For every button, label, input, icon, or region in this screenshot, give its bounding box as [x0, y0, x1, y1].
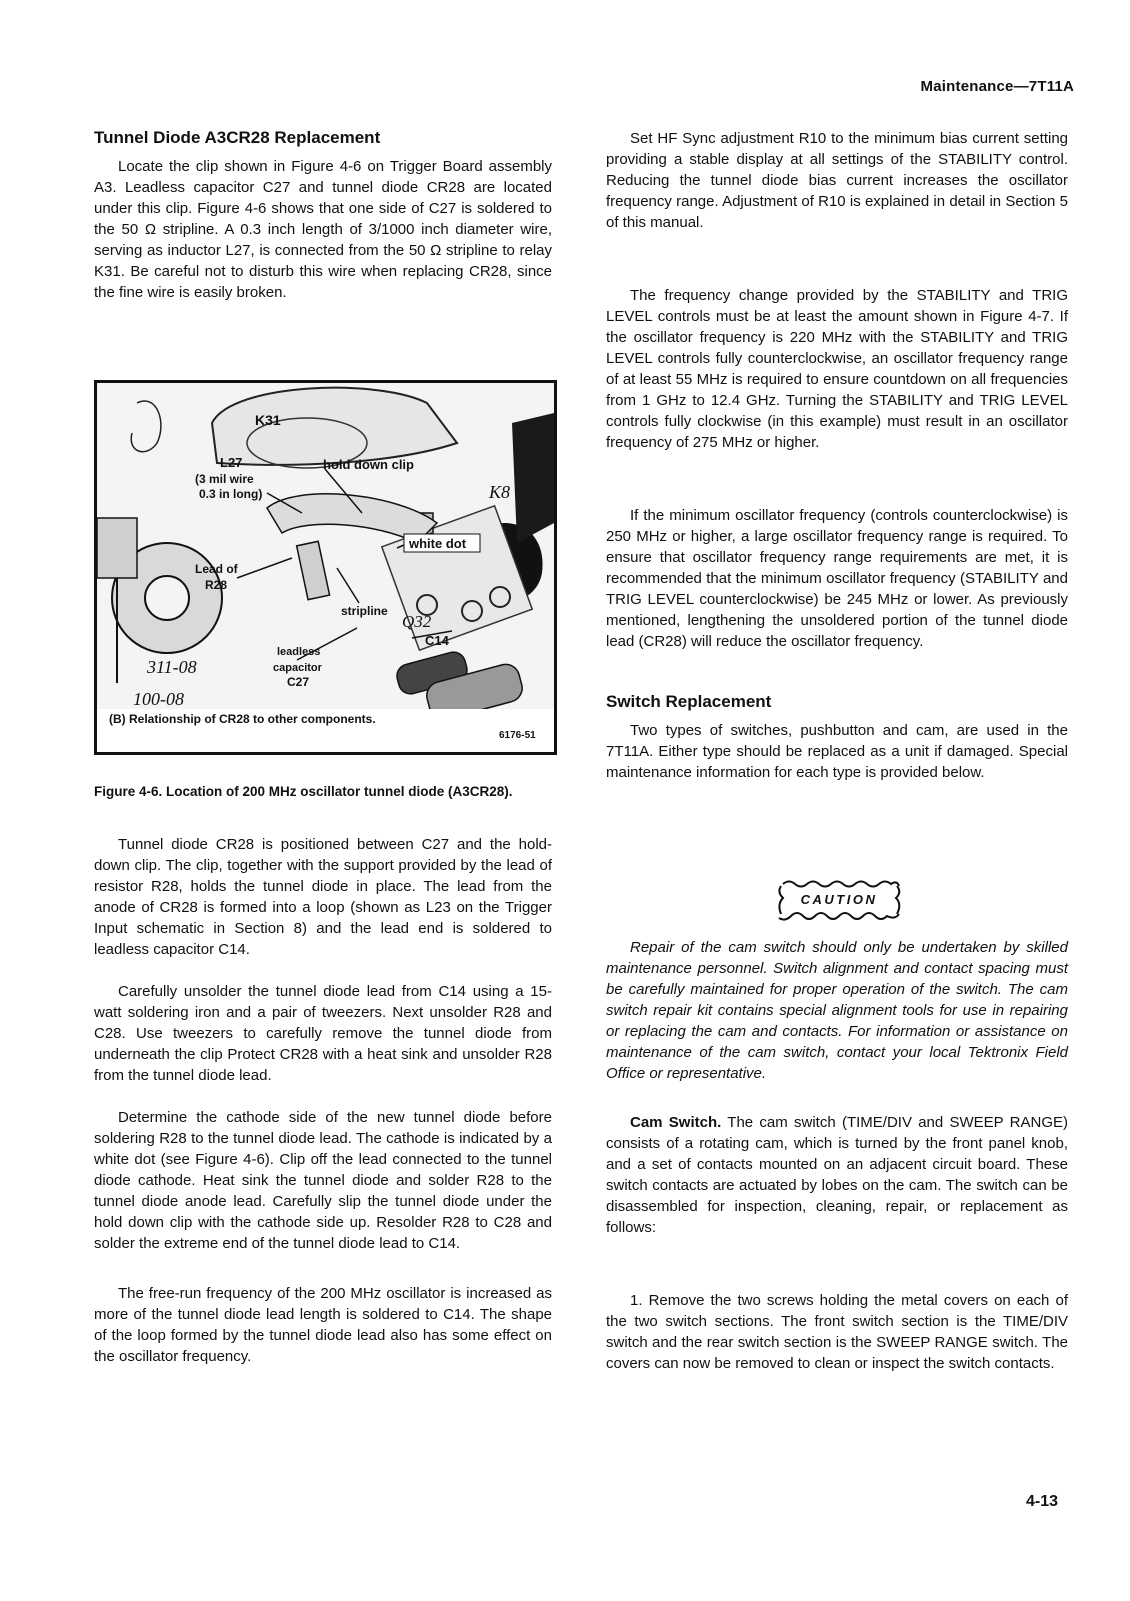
label-c14: C14 [425, 633, 449, 648]
label-leadless: leadless [277, 646, 321, 658]
figure-subcaption: (B) Relationship of CR28 to other components. [109, 712, 376, 726]
paragraph: The free-run frequency of the 200 MHz oscillator is increased as more of the tunnel diode lead length is soldered to C14. The shape of the loop formed by the tunnel diode lead also has some effect on the oscillator frequency. [94, 1285, 552, 1365]
figure-4-6 [94, 380, 557, 755]
right-column-lower [606, 937, 1068, 1374]
component-photo-illustration [97, 383, 554, 752]
left-column [94, 128, 552, 303]
caution-badge [775, 878, 903, 922]
paragraph: Two types of switches, pushbutton and cam, are used in the 7T11A. Either type should be replaced as a unit if damaged. Special maintenance information for each type is provided below. [606, 722, 1068, 781]
label-l27-length: 0.3 in long) [199, 487, 263, 501]
figure-code: 6176-51 [499, 730, 536, 741]
section-heading-tunnel-diode: Tunnel Diode A3CR28 Replacement [94, 128, 381, 147]
cam-switch-runin: Cam Switch. [630, 1114, 722, 1131]
page-number: 4-13 [1025, 1493, 1058, 1510]
paragraph: Set HF Sync adjustment R10 to the minimum bias current setting providing a stable display at all settings of the STABILITY control. Reducing the tunnel diode bias current increases the oscillator frequency range. Adjustment of R10 is explained in detail in Section 5 of this manual. [606, 130, 1068, 231]
label-handwritten-311: 311-08 [147, 657, 197, 677]
left-column-lower [94, 834, 552, 1367]
label-q32: Q32 [402, 612, 432, 631]
label-capacitor: capacitor [273, 662, 322, 674]
label-k31: K31 [255, 412, 281, 428]
paragraph: Locate the clip shown in Figure 4-6 on Trigger Board assembly A3. Leadless capacitor C27 and tunnel diode CR28 are located under this clip. Figure 4-6 shows that one side of C27 is soldered to the 50 Ω stripline. A 0.3 inch length of 3/1000 inch diameter wire, serving as inductor L27, is connected from the 50 Ω stripline to relay K31. Be careful not to disturb this wire when replacing CR28, since the fine wire is easily broken. [94, 158, 552, 301]
caution-paragraph: Repair of the cam switch should only be undertaken by skilled maintenance personnel. Switch alignment and contact spacing must be carefully maintained for proper operation of the switch. The cam switch repair kit contains special alignment tools for use in repairing or replacing the cam and contacts. For information or assistance on maintenance of the cam switch, contact your local Tektronix Field Office or representative. [606, 939, 1068, 1082]
paragraph: Carefully unsolder the tunnel diode lead from C14 using a 15-watt soldering iron and a pair of tweezers. Next unsolder R28 and C28. Use tweezers to carefully remove the tunnel diode from underneath the clip Protect CR28 with a heat sink and unsolder R28 from the tunnel diode lead. [94, 983, 552, 1084]
right-column [606, 128, 1068, 783]
paragraph-step-1: 1. Remove the two screws holding the metal covers on each of the two switch sections. The front switch section is the TIME/DIV switch and the rear switch section is the SWEEP RANGE switch. The covers can now be removed to clean or inspect the switch contacts. [606, 1292, 1068, 1372]
paragraph: Determine the cathode side of the new tunnel diode before soldering R28 to the tunnel diode lead. The cathode is indicated by a white dot (see Figure 4-6). Clip off the lead connected to the tunnel diode cathode. Heat sink the tunnel diode and solder R28 to the tunnel diode anode lead. Carefully slip the tunnel diode under the hold down clip with the cathode side up. Resolder R28 to C28 and solder the extreme end of the tunnel diode lead to C14. [94, 1109, 552, 1252]
cam-switch-text: The cam switch (TIME/DIV and SWEEP RANGE) consists of a rotating cam, which is turned by the front panel knob, and a set of contacts mounted on an adjacent circuit board. These switch contacts are actuated by lobes on the cam. The switch can be disassembled for inspection, cleaning, repair, or replacement as follows: [606, 1114, 1069, 1236]
label-hold-down-clip: hold down clip [323, 457, 414, 472]
paragraph-cam-switch [606, 1112, 1068, 1238]
label-l27: L27 [220, 455, 243, 470]
figure-caption: Figure 4-6. Location of 200 MHz oscillator tunnel diode (A3CR28). [94, 784, 513, 799]
paragraph: If the minimum oscillator frequency (controls counterclockwise) is 250 MHz or higher, a large oscillator frequency range is required. To ensure that oscillator frequency range requirements are met, it is recommended that the minimum oscillator frequency (STABILITY and TRIG LEVEL counterclockwise) be 245 MHz or lower. As previously mentioned, lengthening the unsoldered portion of the tunnel diode lead (CR28) will reduce the oscillator frequency. [606, 507, 1068, 650]
label-k8: K8 [489, 482, 511, 502]
caution-label: CAUTION [800, 892, 878, 907]
paragraph: The frequency change provided by the STABILITY and TRIG LEVEL controls must be at least the amount shown in Figure 4-7. If the oscillator frequency is 220 MHz with the STABILITY and TRIG LEVEL controls fully counterclockwise, an oscillator frequency range of at least 55 MHz is required to ensure countdown on all frequencies from 1 GHz to 12.4 GHz. Turning the STABILITY and TRIG LEVEL controls fully clockwise (in this example) must result in an oscillator frequency of 275 MHz or higher. [606, 287, 1068, 451]
running-header: Maintenance—7T11A [920, 78, 1074, 95]
label-lead-of: Lead of [195, 562, 238, 576]
label-r28: R28 [205, 578, 228, 592]
label-c27: C27 [287, 675, 310, 689]
label-white-dot: white dot [409, 536, 467, 551]
label-stripline: stripline [341, 604, 388, 618]
paragraph: Tunnel diode CR28 is positioned between C27 and the hold-down clip. The clip, together with the support provided by the lead of resistor R28, holds the tunnel diode in place. The lead from the anode of CR28 is formed into a loop (shown as L23 on the Trigger Input schematic in Section 8) and the lead end is soldered to leadless capacitor C14. [94, 836, 552, 958]
label-handwritten-100: 100-08 [133, 689, 184, 709]
label-l27-wire: (3 mil wire [195, 472, 254, 486]
section-heading-switch-replacement: Switch Replacement [606, 692, 772, 711]
